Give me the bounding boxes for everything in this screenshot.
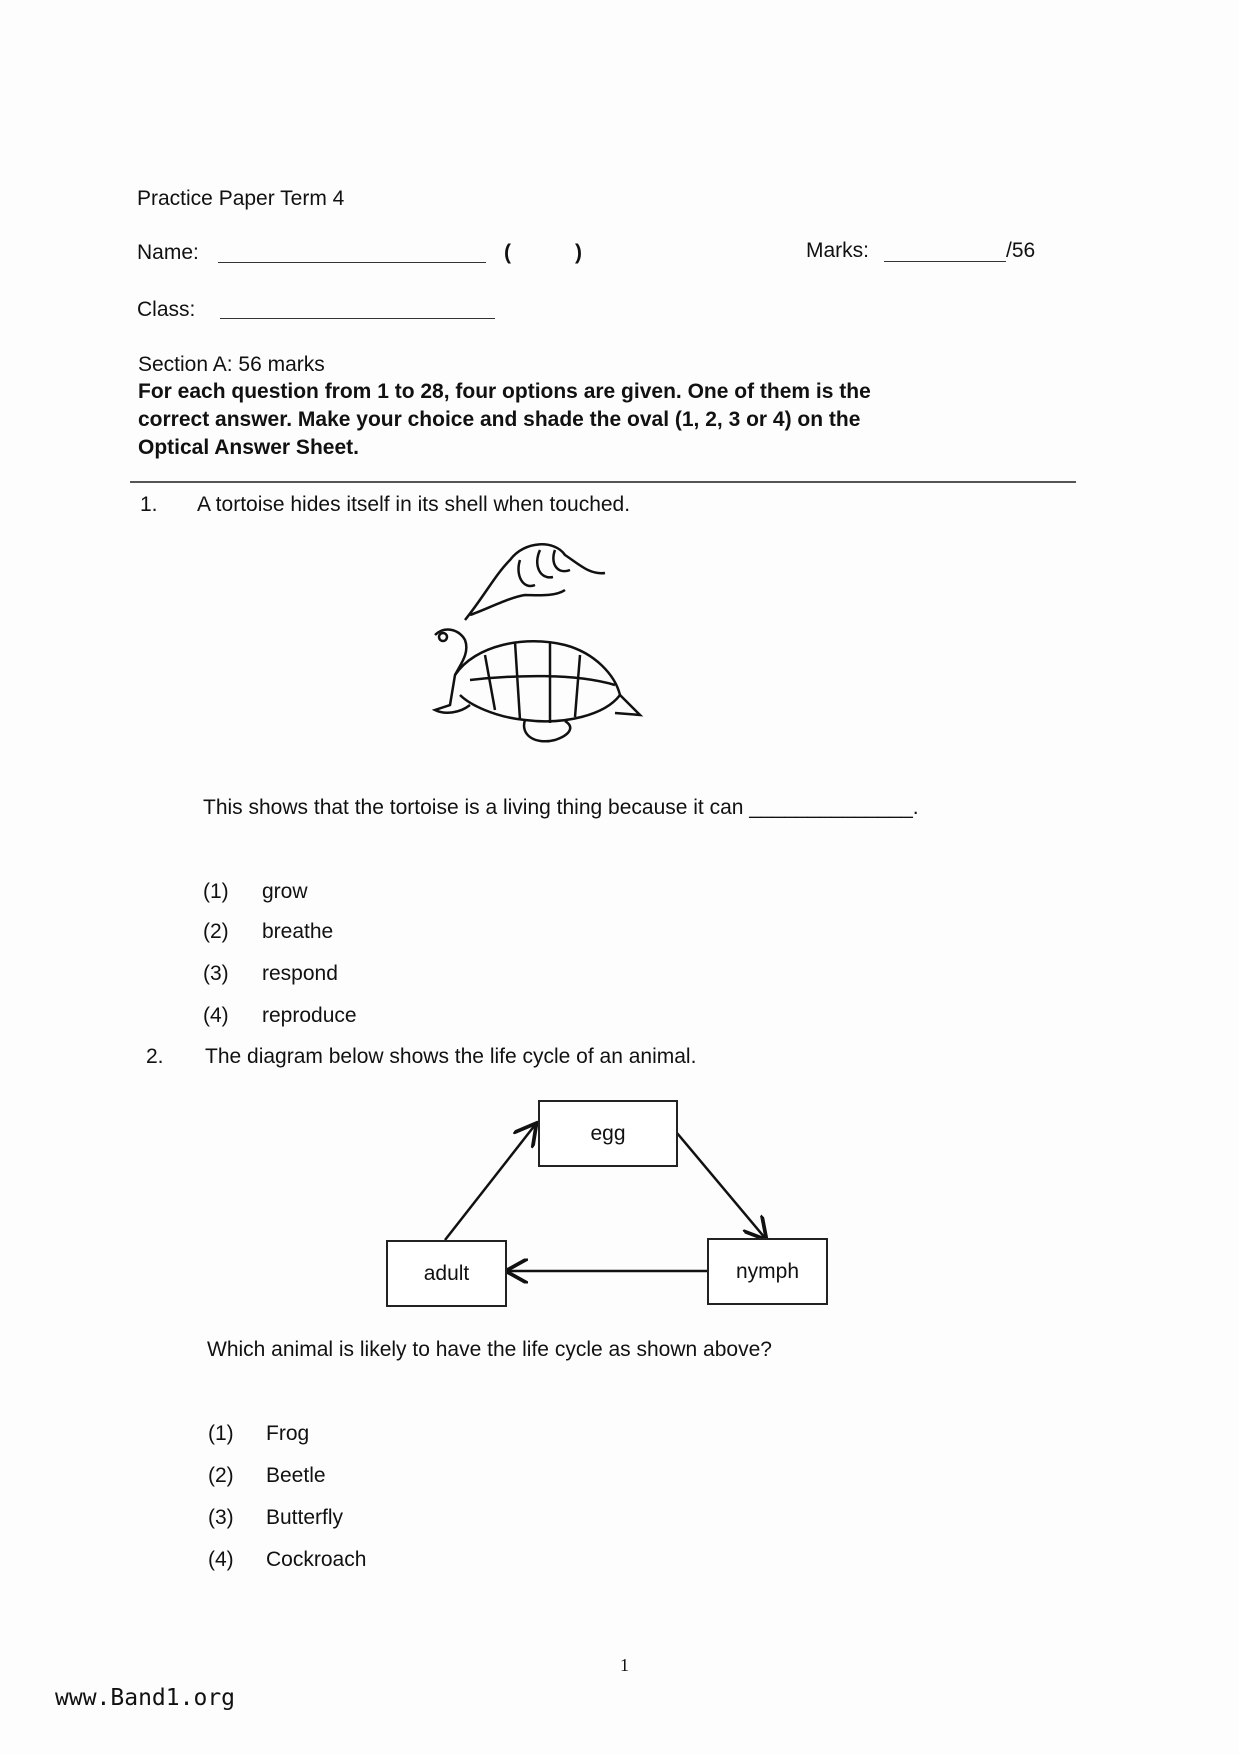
- question-text: A tortoise hides itself in its shell when touched.: [197, 493, 631, 516]
- option-number: (2): [208, 1464, 234, 1487]
- option-text: breathe: [262, 920, 334, 943]
- option-text: Cockroach: [266, 1548, 367, 1571]
- marks-field: [884, 261, 1006, 262]
- page-number: 1: [620, 1655, 629, 1675]
- name-field: [218, 262, 486, 263]
- question-followup: Which animal is likely to have the life cycle as shown above?: [207, 1338, 772, 1361]
- option-number: (1): [208, 1422, 234, 1445]
- option-number: (3): [203, 962, 229, 985]
- option-text: Frog: [266, 1422, 310, 1445]
- question-number: 1.: [140, 493, 158, 516]
- option-number: (3): [208, 1506, 234, 1529]
- question-followup: This shows that the tortoise is a living thing because it can ______________.: [203, 796, 919, 819]
- stage-egg: egg: [538, 1100, 678, 1167]
- website-watermark: www.Band1.org: [55, 1685, 236, 1711]
- option-number: (4): [203, 1004, 229, 1027]
- index-close: ): [575, 241, 582, 264]
- name-label: Name:: [137, 241, 199, 264]
- question-text: The diagram below shows the life cycle of an animal.: [205, 1045, 697, 1068]
- class-label: Class:: [137, 298, 196, 321]
- stage-nymph: nymph: [707, 1238, 828, 1305]
- option-text: respond: [262, 962, 338, 985]
- section-title: Section A: 56 marks: [138, 353, 325, 376]
- question-number: 2.: [146, 1045, 164, 1068]
- instructions-line: For each question from 1 to 28, four options are given. One of them is the: [138, 380, 871, 403]
- option-text: Beetle: [266, 1464, 326, 1487]
- instructions-line: correct answer. Make your choice and shade the oval (1, 2, 3 or 4) on the: [138, 408, 861, 431]
- divider: [130, 481, 1076, 483]
- option-number: (4): [208, 1548, 234, 1571]
- instructions-line: Optical Answer Sheet.: [138, 436, 359, 459]
- marks-total: /56: [1006, 239, 1036, 262]
- option-text: Butterfly: [266, 1506, 344, 1529]
- marks-label: Marks:: [806, 239, 869, 262]
- index-open: (: [504, 241, 511, 264]
- option-number: (1): [203, 880, 229, 903]
- option-text: grow: [262, 880, 308, 903]
- tortoise-hand-illustration: [415, 535, 655, 760]
- option-number: (2): [203, 920, 229, 943]
- paper-title: Practice Paper Term 4: [137, 187, 345, 210]
- stage-adult: adult: [386, 1240, 507, 1307]
- class-field: [220, 318, 495, 319]
- option-text: reproduce: [262, 1004, 357, 1027]
